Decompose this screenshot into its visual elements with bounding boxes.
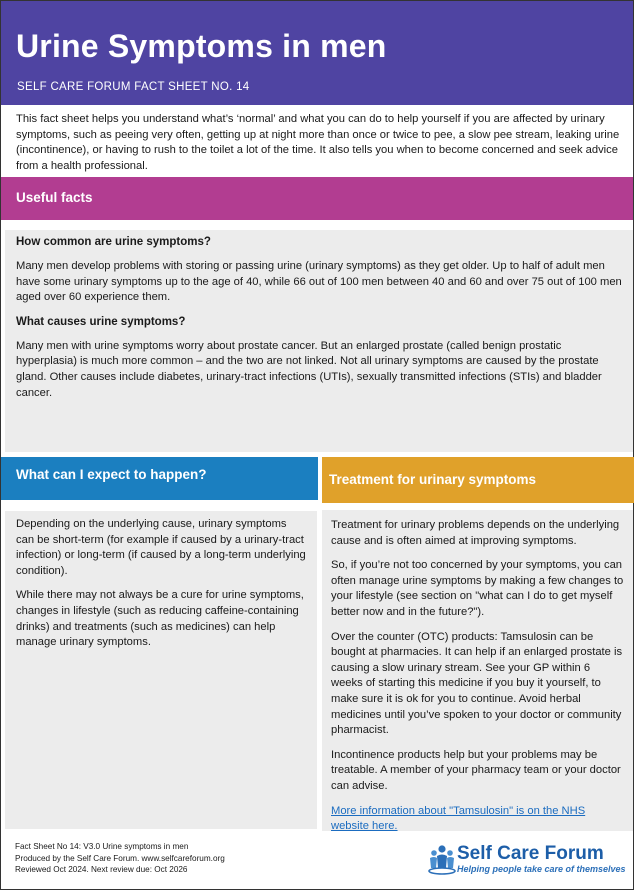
logo-tagline: Helping people take care of themselves	[457, 864, 626, 874]
treatment-paragraph-2: So, if you’re not too concerned by your symptoms, you can often manage urine symptoms by making a few changes to your lifestyle (see section on "what can I do to get myself better now and in the future?").	[331, 559, 624, 618]
useful-facts-panel	[5, 230, 633, 452]
question-causes: What causes urine symptoms?	[16, 315, 186, 328]
treatment-paragraph-3: Over the counter (OTC) products: Tamsulosin can be bought at pharmacies. It can help if an enlarged prostate is causing a slow urinary stream. See your GP within 6 weeks of starting this medicine if you buy it yourself, to make sure it is ok for you to continue. Avoid herbal medicines until you’ve spoken to your doctor or community pharmacist.	[331, 630, 623, 737]
expect-panel	[5, 511, 317, 829]
intro-text: This fact sheet helps you understand what’s ‘normal’ and what you can do to help yourself if you are affected by urinary symptoms, such as peeing very often, getting up at night more than once or twice to pee, a slow pee stream, leaking urine (incontinence), or having to rush to the toilet a lot of the time. It also tells you when to become concerned and seek advice from a health professional.	[16, 113, 620, 172]
people-figures-icon	[427, 844, 457, 876]
tamsulosin-nhs-link[interactable]: More information about "Tamsulosin" is on the NHS website here.	[331, 804, 586, 833]
treatment-heading: Treatment for urinary symptoms	[322, 457, 634, 503]
answer-causes: Many men with urine symptoms worry about prostate cancer. But an enlarged prostate (called benign prostatic hyperplasia) is much more common – and the two are not linked. Not all urinary symptoms are caused by the prostate gland. Other causes include diabetes, urinary-tract infections (UTIs), sexually transmitted infections (STIs) and bladder cancer.	[16, 339, 602, 399]
expect-paragraph-1: Depending on the underlying cause, urinary symptoms can be short-term (for example if caused by a urinary-tract infection) or long-term (if caused by a long-term underlying condition).	[16, 518, 306, 577]
self-care-forum-logo	[427, 842, 627, 878]
header-banner	[1, 1, 633, 105]
footer-producer: Produced by the Self Care Forum. www.selfcareforum.org	[15, 853, 225, 863]
fact-sheet-number: SELF CARE FORUM FACT SHEET NO. 14	[17, 81, 250, 93]
useful-facts-heading: Useful facts	[1, 177, 633, 220]
treatment-paragraph-1: Treatment for urinary problems depends on the underlying cause and is often aimed at improving symptoms.	[331, 519, 620, 547]
page-title: Urine Symptoms in men	[16, 28, 387, 64]
answer-how-common: Many men develop problems with storing or passing urine (urinary symptoms) as they get older. Up to half of adult men have some urinary symptoms up to the age of 40, while 66 out of 100 men between 40 and 60 and over 75 out of 100 men aged over 60 experience them.	[16, 260, 622, 304]
treatment-panel	[322, 510, 633, 831]
logo-name: Self Care Forum	[457, 843, 604, 864]
footer-review: Reviewed Oct 2024. Next review due: Oct 2026	[15, 865, 188, 874]
expect-heading: What can I expect to happen?	[1, 457, 318, 500]
footer	[15, 841, 225, 876]
footer-version: Fact Sheet No 14: V3.0 Urine symptoms in men	[15, 842, 189, 851]
question-how-common: How common are urine symptoms?	[16, 236, 211, 248]
expect-paragraph-2: While there may not always be a cure for urine symptoms, changes in lifestyle (such as reducing caffeine-containing drinks) and treatments (such as medicines) can help manage urinary symptoms.	[16, 589, 304, 649]
treatment-paragraph-4: Incontinence products help but your problems may be treatable. A member of your pharmacy team or your doctor can advise.	[331, 748, 621, 792]
